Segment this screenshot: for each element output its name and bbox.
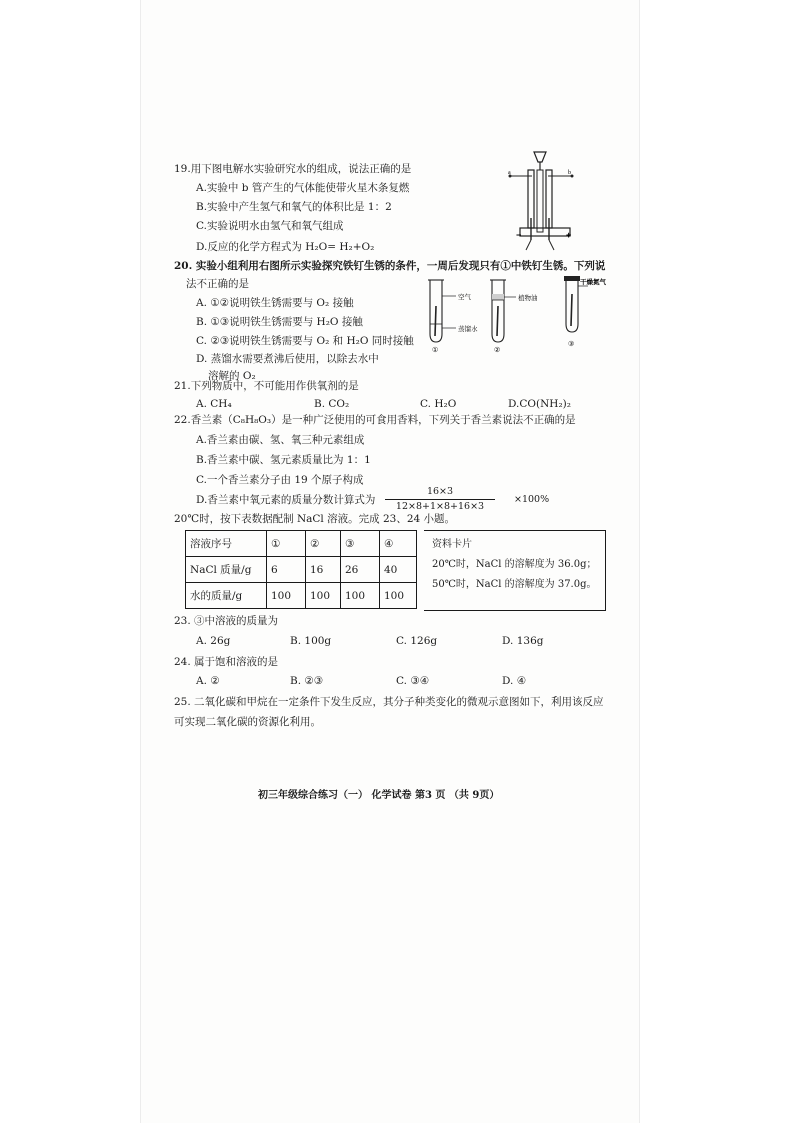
q21-option-d: D.CO(NH₂)₂ bbox=[508, 398, 571, 410]
label-tube-1: ① bbox=[432, 346, 439, 354]
info-card-line1: 20℃时，NaCl 的溶解度为 36.0g； bbox=[432, 559, 597, 570]
info-card bbox=[424, 530, 606, 611]
q19-option-d: D.反应的化学方程式为 H₂O= H₂+O₂ bbox=[196, 241, 375, 253]
table-cell: 100 bbox=[380, 583, 417, 609]
table-cell: 16 bbox=[306, 557, 341, 583]
table-cell: ③ bbox=[341, 531, 380, 557]
label-tube-3: ③ bbox=[568, 340, 575, 348]
label-vegetable-oil: 植物油 bbox=[518, 294, 538, 302]
q20-option-d-cont: 溶解的 O₂ bbox=[208, 370, 256, 382]
info-card-title: 资料卡片 bbox=[432, 539, 472, 550]
label-dry-gas: 干燥氮气 bbox=[580, 278, 606, 286]
q22-option-b: B.香兰素中碳、氢元素质量比为 1：1 bbox=[196, 454, 371, 466]
q24-option-d: D. ④ bbox=[502, 675, 527, 687]
table-row bbox=[186, 557, 417, 583]
label-distilled-water: 蒸馏水 bbox=[458, 325, 478, 333]
fraction-numerator: 16×3 bbox=[426, 486, 454, 497]
q22-option-a: A.香兰素由碳、氢、氧三种元素组成 bbox=[196, 434, 365, 446]
q20-option-c: C. ②③说明铁生锈需要与 O₂ 和 H₂O 同时接触 bbox=[196, 335, 414, 347]
q20-option-a: A. ①②说明铁生锈需要与 O₂ 接触 bbox=[196, 297, 354, 309]
q22-option-d: D.香兰素中氧元素的质量分数计算式为 bbox=[196, 494, 376, 506]
q23-option-b: B. 100g bbox=[290, 635, 332, 647]
electrolysis-apparatus-figure bbox=[506, 148, 598, 252]
q21-stem: 21.下列物质中，不可能用作供氧剂的是 bbox=[174, 380, 359, 392]
label-minus: − bbox=[516, 230, 522, 240]
q19-stem: 19.用下图电解水实验研究水的组成，说法正确的是 bbox=[174, 163, 412, 175]
table-cell: 26 bbox=[341, 557, 380, 583]
q25-line1: 25. 二氧化碳和甲烷在一定条件下发生反应，其分子种类变化的微观示意图如下，利用该反应 bbox=[174, 696, 604, 708]
label-b: b bbox=[568, 170, 571, 176]
q20-option-b: B. ①③说明铁生锈需要与 H₂O 接触 bbox=[196, 316, 363, 328]
table-cell: 40 bbox=[380, 557, 417, 583]
table-cell: ① bbox=[267, 531, 306, 557]
q23-stem: 23. ③中溶液的质量为 bbox=[174, 615, 279, 627]
table-cell: NaCl 质量/g bbox=[186, 557, 267, 583]
q20-option-d: D. 蒸馏水需要煮沸后使用，以除去水中 bbox=[196, 353, 379, 365]
table-cell: ④ bbox=[380, 531, 417, 557]
q23-option-c: C. 126g bbox=[396, 635, 438, 647]
fraction-bar bbox=[385, 499, 495, 500]
q23-option-a: A. 26g bbox=[196, 635, 231, 647]
table-cell: ② bbox=[306, 531, 341, 557]
iron-rust-tubes-figure bbox=[420, 276, 610, 356]
q24-option-a: A. ② bbox=[196, 675, 220, 687]
label-tube-2: ② bbox=[494, 346, 501, 354]
q24-option-c: C. ③④ bbox=[396, 675, 430, 687]
q22-fraction bbox=[385, 486, 495, 513]
q23-option-d: D. 136g bbox=[502, 635, 544, 647]
nacl-data-table bbox=[185, 530, 417, 609]
q21-option-b: B. CO₂ bbox=[314, 398, 350, 410]
table-cell: 溶液序号 bbox=[186, 531, 267, 557]
fraction-denominator: 12×8+1×8+16×3 bbox=[395, 501, 485, 512]
table-cell: 100 bbox=[306, 583, 341, 609]
label-a: a bbox=[508, 170, 511, 176]
table-row bbox=[186, 583, 417, 609]
fraction-suffix: ×100% bbox=[514, 494, 550, 505]
q21-option-c: C. H₂O bbox=[420, 398, 457, 410]
table-cell: 100 bbox=[341, 583, 380, 609]
q19-option-c: C.实验说明水由氢气和氧气组成 bbox=[196, 220, 344, 232]
q23-24-intro: 20℃时，按下表数据配制 NaCl 溶液。完成 23、24 小题。 bbox=[174, 513, 456, 525]
q22-option-c: C.一个香兰素分子由 19 个原子构成 bbox=[196, 474, 364, 486]
page-footer: 初三年级综合练习（一） 化学试卷 第3 页 （共 9页） bbox=[258, 790, 500, 801]
q19-option-b: B.实验中产生氢气和氧气的体积比是 1：2 bbox=[196, 201, 392, 213]
q21-option-a: A. CH₄ bbox=[196, 398, 232, 410]
table-cell: 6 bbox=[267, 557, 306, 583]
table-row bbox=[186, 531, 417, 557]
label-plus: + bbox=[566, 230, 572, 240]
q20-stem-line2: 法不正确的是 bbox=[186, 278, 249, 290]
q25-line2: 可实现二氧化碳的资源化利用。 bbox=[174, 716, 321, 728]
table-cell: 水的质量/g bbox=[186, 583, 267, 609]
table-cell: 100 bbox=[267, 583, 306, 609]
info-card-line2: 50℃时，NaCl 的溶解度为 37.0g。 bbox=[432, 579, 597, 590]
label-air: 空气 bbox=[458, 293, 471, 301]
q24-option-b: B. ②③ bbox=[290, 675, 324, 687]
q22-stem: 22.香兰素（C₈H₈O₃）是一种广泛使用的可食用香料，下列关于香兰素说法不正确的是 bbox=[174, 414, 576, 426]
q20-stem-line1: 20. 实验小组利用右图所示实验探究铁钉生锈的条件，一周后发现只有①中铁钉生锈。下列说 bbox=[174, 260, 606, 272]
q19-option-a: A.实验中 b 管产生的气体能使带火星木条复燃 bbox=[196, 182, 410, 194]
q24-stem: 24. 属于饱和溶液的是 bbox=[174, 656, 279, 668]
